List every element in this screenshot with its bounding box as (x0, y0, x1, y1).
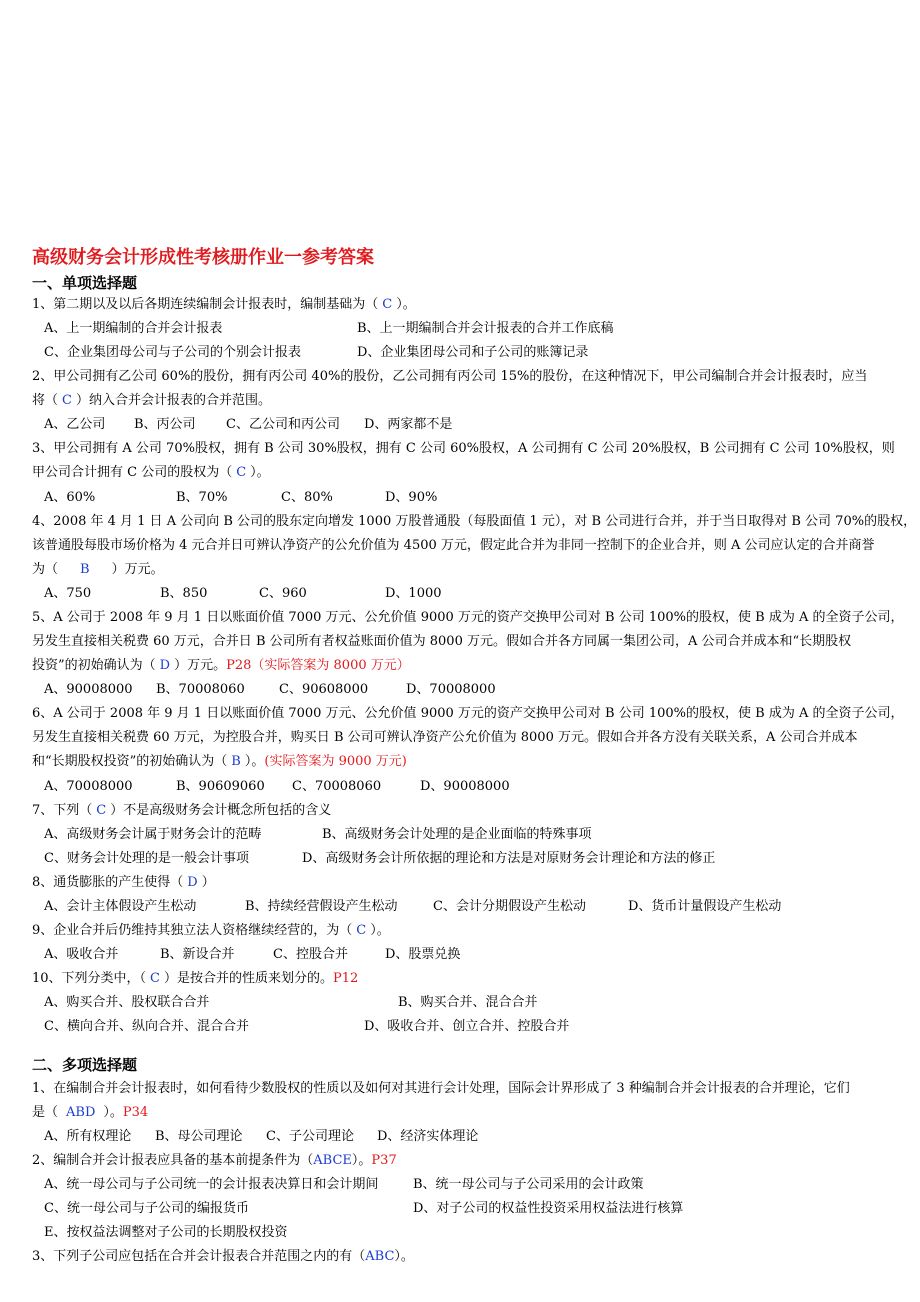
question-9 (32, 922, 390, 940)
option: B、90609060 (176, 779, 265, 794)
question-text: ）。 (370, 923, 390, 938)
question-text: 10、下列分类中，（ (32, 971, 147, 986)
question-5: 5、A 公司于 2008 年 9 月 1 日以账面价值 7000 万元、公允价值 9000 万元的资产交换甲公司对 B 公司 100%的股权，使 B 成为 A 的全资子公司， (32, 610, 904, 625)
option: D、吸收合并、创立合并、控股合并 (364, 1019, 570, 1034)
question-text: ）。 (394, 1249, 414, 1264)
question-4: 4、2008 年 4 月 1 日 A 公司向 B 公司的股东定向增发 1000 万股普通股（每股面值 1 元），对 B 公司进行合并，并于当日取得对 B 公司 70%的股权， (32, 514, 917, 529)
question-text: 甲公司合计拥有 C 公司的股权为（ (32, 465, 233, 480)
option: B、统一母公司与子公司采用的会计政策 (413, 1177, 644, 1192)
question-3-cont (32, 464, 270, 482)
question-6-cont (32, 753, 407, 771)
option: B、850 (160, 586, 208, 601)
option: B、70% (176, 490, 228, 505)
answer-mark: C (96, 803, 107, 818)
question-text: ）万元。 (174, 658, 227, 673)
question-2: 2、甲公司拥有乙公司 60%的股份，拥有丙公司 40%的股份，乙公司拥有丙公司 15%的股份，在这种情况下，甲公司编制合并会计报表时，应当 (32, 369, 868, 384)
question-1-cont (32, 1104, 148, 1122)
question-text: 8、通货膨胀的产生使得（ (32, 875, 184, 890)
question-text: 将（ (32, 393, 59, 408)
answer-mark: C (62, 393, 72, 408)
page-note: P37 (371, 1153, 397, 1168)
question-text: ） (201, 875, 215, 890)
question-3 (32, 1248, 414, 1266)
question-5-cont (32, 657, 410, 675)
option: B、母公司理论 (155, 1129, 243, 1144)
question-3: 3、甲公司拥有 A 公司 70%股权，拥有 B 公司 30%股权，拥有 C 公司 60%股权，A 公司拥有 C 公司 20%股权，B 公司拥有 C 公司 10%股权，则 (32, 441, 895, 456)
question-text: 1、第二期以及以后各期连续编制会计报表时，编制基础为（ (32, 297, 379, 312)
option: C、统一母公司与子公司的编报货币 (44, 1201, 249, 1216)
answer-mark: ABD (66, 1105, 96, 1120)
answer-mark: C (382, 297, 393, 312)
answer-mark: ABCE (313, 1153, 352, 1168)
option: C、子公司理论 (266, 1129, 354, 1144)
option: D、经济实体理论 (377, 1129, 479, 1144)
option: B、高级财务会计处理的是企业面临的特殊事项 (322, 827, 592, 842)
option: A、60% (44, 490, 96, 505)
question-text: ）。 (250, 465, 270, 480)
answer-mark: ABC (365, 1249, 395, 1264)
answer-mark: D (159, 658, 171, 673)
option: A、所有权理论 (44, 1129, 132, 1144)
page-note: P28（实际答案为 8000 万元） (226, 658, 410, 673)
answer-mark: D (187, 875, 198, 890)
option: A、乙公司 (44, 417, 106, 432)
question-6-cont: 另发生直接相关税费 60 万元，为控股合并，购买日 B 公司可辨认净资产公允价值为 8000 万元。假如合并各方没有关联关系，A 公司合并成本 (32, 730, 858, 745)
question-text: 7、下列（ (32, 803, 93, 818)
option: A、高级财务会计属于财务会计的范畴 (44, 827, 262, 842)
question-text: 3、下列子公司应包括在合并会计报表合并范围之内的有（ (32, 1249, 366, 1264)
option: D、股票兑换 (385, 947, 461, 962)
answer-mark: B (80, 562, 90, 577)
option: A、70008000 (44, 779, 133, 794)
answer-mark: B (231, 754, 241, 769)
question-text: ）万元。 (111, 562, 164, 577)
question-text: 和“长期股权投资”的初始确认为（ (32, 754, 228, 769)
page-note: (实际答案为 9000 万元) (264, 754, 407, 769)
question-text: ）。 (244, 754, 265, 769)
option: C、960 (259, 586, 307, 601)
option: D、企业集团母公司和子公司的账簿记录 (357, 345, 589, 360)
option: C、控股合并 (273, 947, 348, 962)
option: D、1000 (385, 586, 442, 601)
option: C、财务会计处理的是一般会计事项 (44, 851, 249, 866)
question-1 (32, 296, 416, 314)
answer-mark: C (150, 971, 160, 986)
page-note: P34 (122, 1105, 149, 1120)
option: A、购买合并、股权联合合并 (44, 995, 210, 1010)
question-2 (32, 1152, 397, 1170)
option: C、90608000 (279, 682, 369, 697)
option: D、70008000 (406, 682, 496, 697)
question-text: ）。 (103, 1105, 123, 1120)
option: B、上一期编制合并会计报表的合并工作底稿 (357, 321, 614, 336)
page-note: P12 (333, 971, 359, 986)
option: D、90008000 (420, 779, 510, 794)
question-text: ）纳入合并会计报表的合并范围。 (75, 393, 271, 408)
question-text: 9、企业合并后仍维持其独立法人资格继续经营的，为（ (32, 923, 353, 938)
option: C、乙公司和丙公司 (226, 417, 340, 432)
option: B、新设合并 (160, 947, 235, 962)
question-8 (32, 874, 215, 892)
question-6: 6、A 公司于 2008 年 9 月 1 日以账面价值 7000 万元、公允价值 9000 万元的资产交换甲公司对 B 公司 100%的股权，使 B 成为 A 的全资子公司， (32, 706, 904, 721)
option: D、高级财务会计所依据的理论和方法是对原财务会计理论和方法的修正 (302, 851, 716, 866)
option: D、90% (385, 490, 438, 505)
question-text: 是（ (32, 1105, 59, 1120)
question-text: ）不是高级财务会计概念所包括的含义 (110, 803, 332, 818)
question-4-cont: 该普通股每股市场价格为 4 元合并日可辨认净资产的公允价值为 4500 万元，假定此合并为非同一控制下的企业合并，则 A 公司应认定的合并商誉 (32, 538, 875, 553)
question-text: 为（ (32, 562, 59, 577)
option: A、750 (44, 586, 92, 601)
option: B、购买合并、混合合并 (398, 995, 538, 1010)
answer-mark: C (236, 465, 247, 480)
option: C、70008060 (292, 779, 382, 794)
option: A、统一母公司与子公司统一的会计报表决算日和会计期间 (44, 1177, 379, 1192)
option: C、横向合并、纵向合并、混合合并 (44, 1019, 249, 1034)
question-4-cont (32, 561, 164, 579)
question-2-cont (32, 392, 271, 410)
option: D、对子公司的权益性投资采用权益法进行核算 (413, 1201, 684, 1216)
option: D、货币计量假设产生松动 (628, 899, 782, 914)
question-text: 投资”的初始确认为（ (32, 658, 156, 673)
question-text: 2、编制合并会计报表应具备的基本前提条件为（ (32, 1153, 314, 1168)
question-5-cont: 另发生直接相关税费 60 万元，合并日 B 公司所有者权益账面价值为 8000 万元。假如合并各方同属一集团公司，A 公司合并成本和“长期股权 (32, 634, 852, 649)
option: B、持续经营假设产生松动 (245, 899, 398, 914)
section-heading-single-choice: 一、单项选择题 (32, 274, 138, 292)
question-1: 1、在编制合并会计报表时，如何看待少数股权的性质以及如何对其进行会计处理，国际会计界形成了 3 种编制合并会计报表的合并理论，它们 (32, 1081, 850, 1096)
question-text: ）是按合并的性质来划分的。 (164, 971, 334, 986)
option: A、上一期编制的合并会计报表 (44, 321, 223, 336)
answer-mark: C (356, 923, 367, 938)
option: D、两家都不是 (364, 417, 453, 432)
option: B、70008060 (156, 682, 245, 697)
section-heading-multiple-choice: 二、多项选择题 (32, 1056, 138, 1074)
question-text: ）。 (396, 297, 416, 312)
question-text: ）。 (351, 1153, 372, 1168)
option: A、会计主体假设产生松动 (44, 899, 197, 914)
question-7 (32, 802, 331, 820)
page-title: 高级财务会计形成性考核册作业一参考答案 (32, 247, 374, 268)
option: E、按权益法调整对子公司的长期股权投资 (44, 1225, 288, 1240)
option: C、企业集团母公司与子公司的个别会计报表 (44, 345, 301, 360)
option: A、90008000 (44, 682, 133, 697)
option: A、吸收合并 (44, 947, 119, 962)
option: B、丙公司 (134, 417, 196, 432)
question-10 (32, 970, 358, 988)
option: C、80% (281, 490, 333, 505)
option: C、会计分期假设产生松动 (433, 899, 586, 914)
